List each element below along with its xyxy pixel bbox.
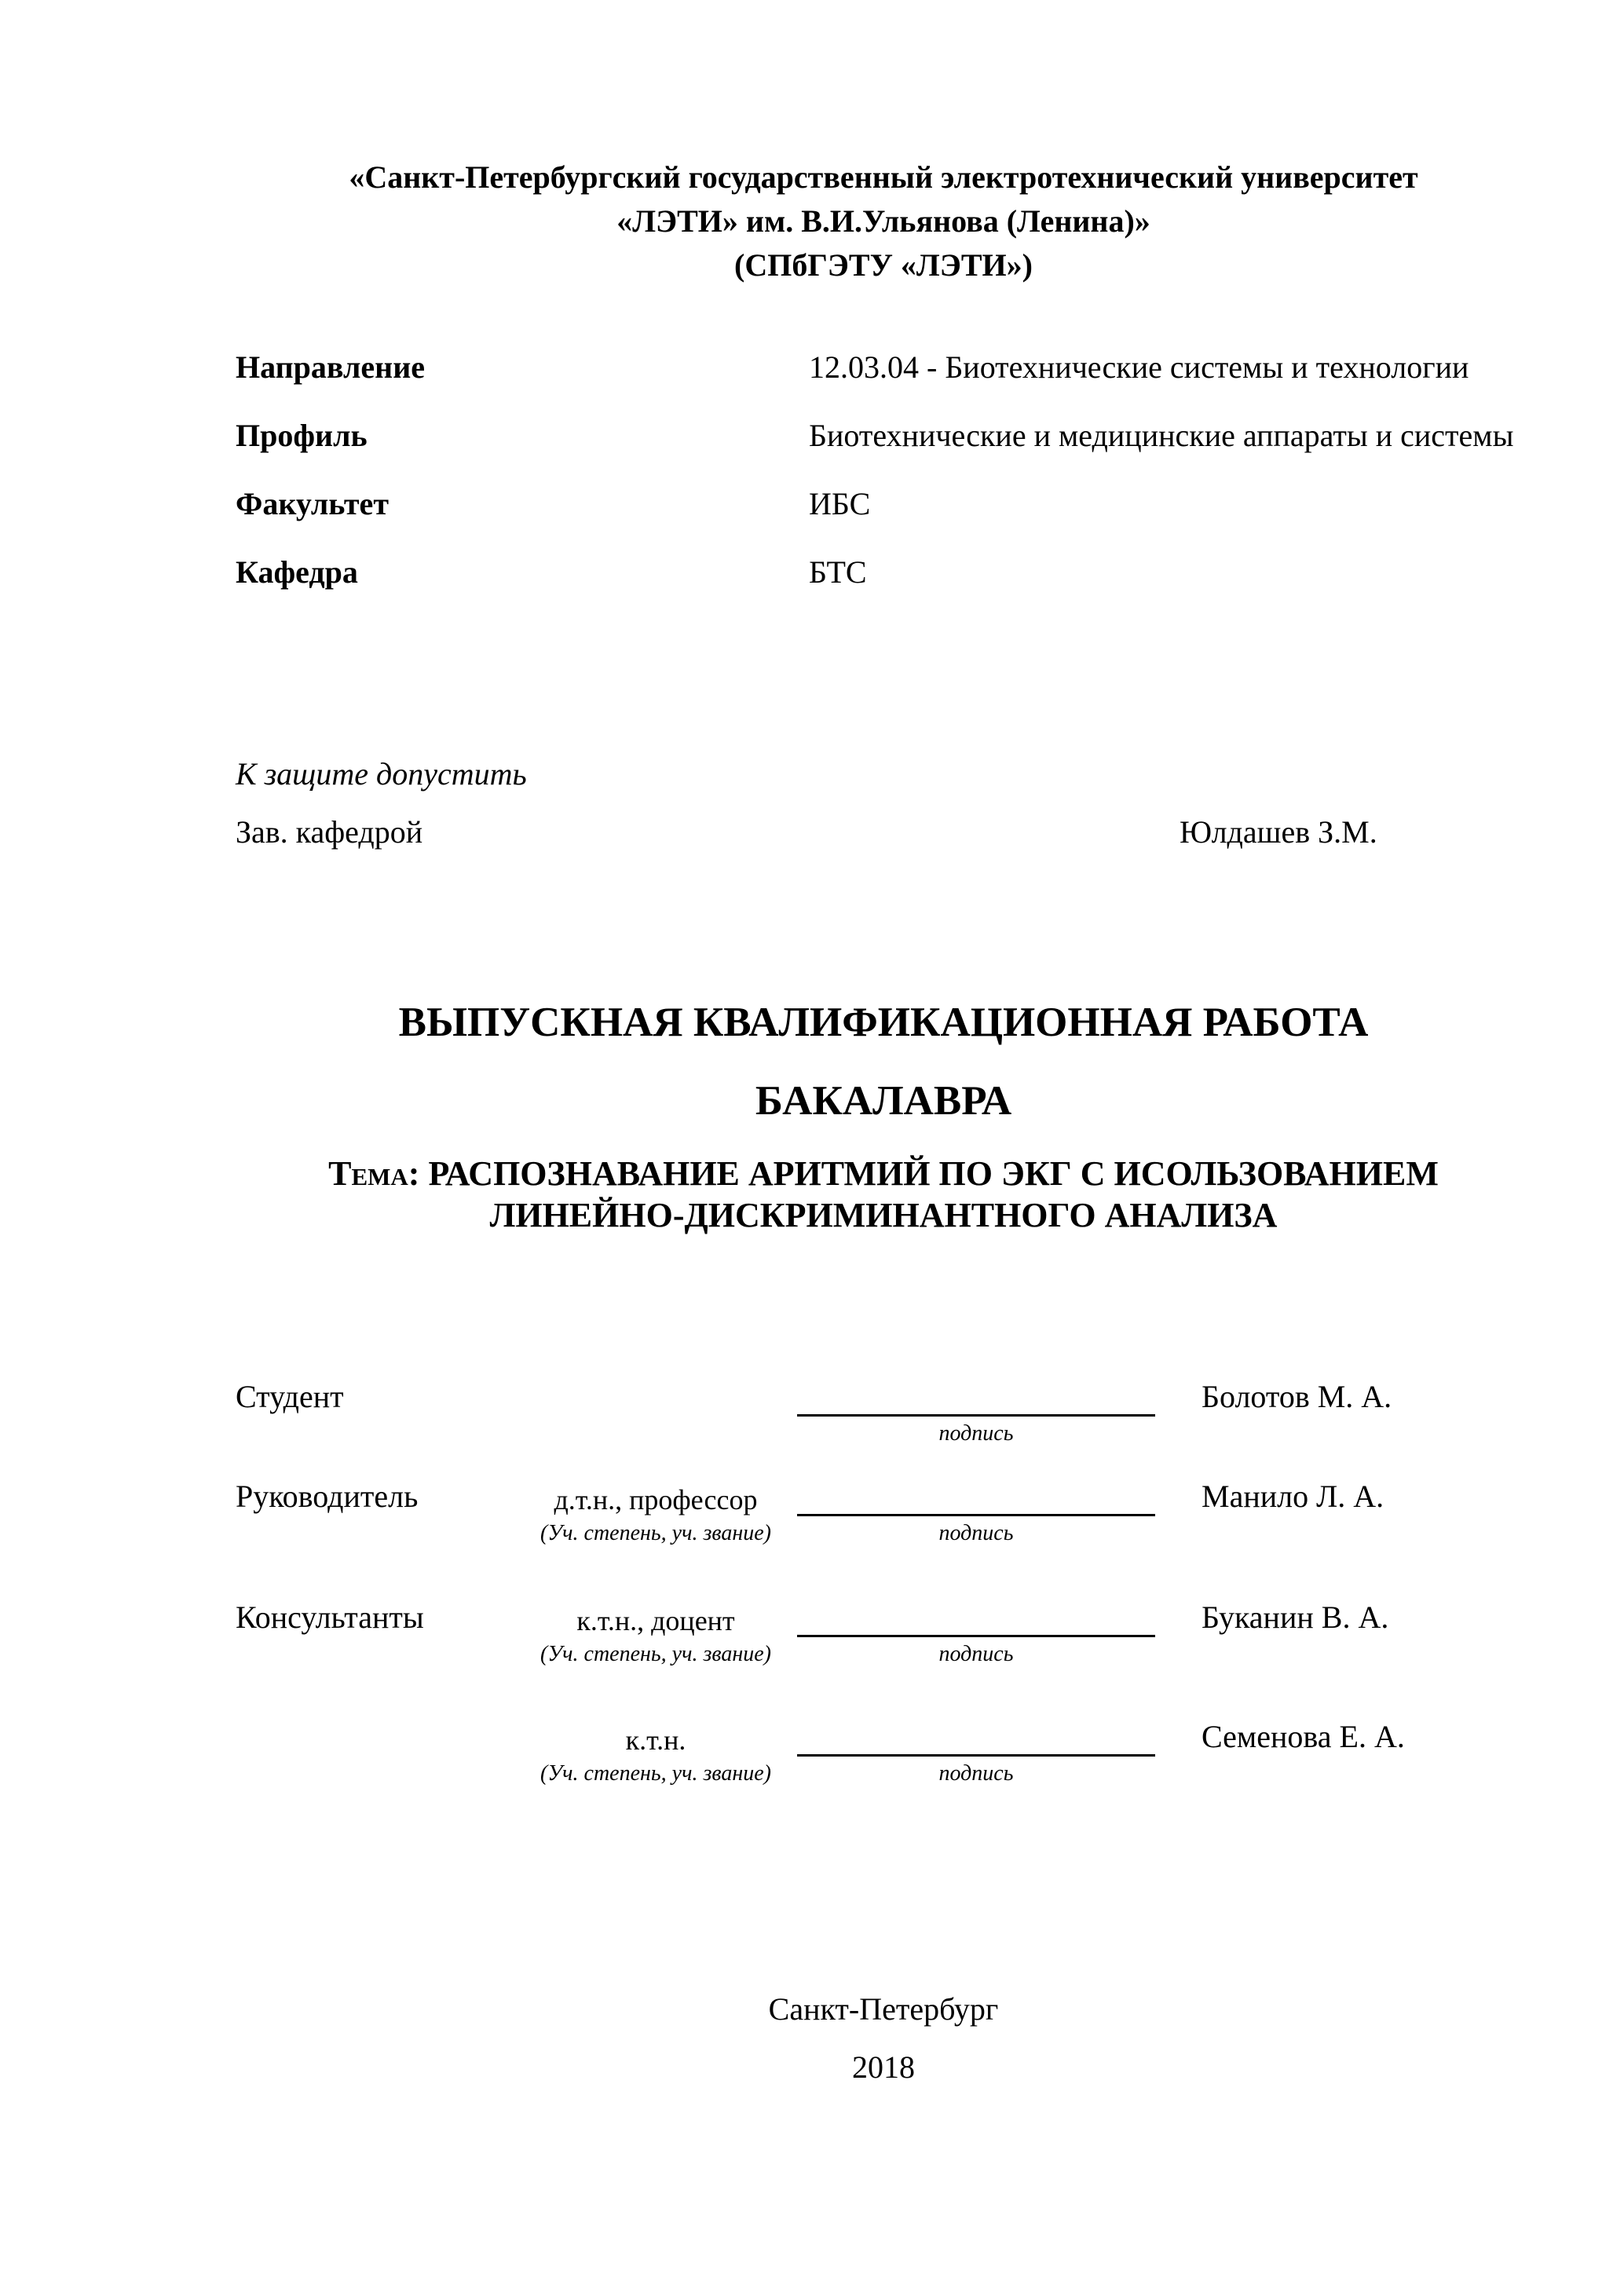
info-value-direction: 12.03.04 - Биотехнические системы и технологии — [809, 349, 1469, 385]
info-label-faculty: Факультет — [236, 486, 389, 521]
work-title-line1: ВЫПУСКНАЯ КВАЛИФИКАЦИОННАЯ РАБОТА — [398, 1000, 1369, 1045]
supervisor-name: Манило Л. А. — [1202, 1479, 1384, 1514]
signature-row-consultant-1 — [236, 1599, 1547, 1693]
supervisor-signature-caption: подпись — [938, 1521, 1014, 1545]
consultant1-signature-line — [797, 1635, 1155, 1637]
theme-block — [236, 1153, 1531, 1236]
theme-label: Тема: — [328, 1154, 420, 1193]
consultant2-signature-caption: подпись — [938, 1761, 1014, 1786]
department-head-name: Юлдашев З.М. — [1180, 814, 1377, 850]
program-info-table — [236, 333, 1531, 606]
consultant1-signature-caption: подпись — [938, 1642, 1014, 1666]
consultant2-name: Семенова Е. А. — [1202, 1719, 1405, 1754]
theme-text-line1: РАСПОЗНАВАНИЕ АРИТМИЙ ПО ЭКГ С ИСОЛЬЗОВАНИЕМ — [428, 1154, 1439, 1193]
consultant2-degree: к.т.н. — [625, 1724, 686, 1756]
info-value-profile: Биотехнические и медицинские аппараты и системы — [809, 418, 1514, 453]
footer-city: Санкт-Петербург — [768, 1991, 999, 2027]
student-name: Болотов М. А. — [1202, 1379, 1392, 1414]
theme-text-line2: ЛИНЕЙНО-ДИСКРИМИНАНТНОГО АНАЛИЗА — [489, 1196, 1278, 1234]
info-value-faculty: ИБС — [809, 486, 871, 521]
student-role-label: Студент — [236, 1379, 344, 1414]
university-header — [236, 155, 1531, 287]
footer-year: 2018 — [852, 2049, 915, 2085]
info-label-department: Кафедра — [236, 554, 358, 590]
department-head-label: Зав. кафедрой — [236, 814, 423, 850]
consultant2-degree-caption: (Уч. степень, уч. звание) — [540, 1761, 771, 1786]
supervisor-signature-line — [797, 1514, 1155, 1516]
supervisor-degree: д.т.н., профессор — [554, 1484, 758, 1515]
work-title-line2: БАКАЛАВРА — [755, 1078, 1012, 1124]
student-signature-caption: подпись — [938, 1421, 1014, 1446]
signature-row-supervisor — [236, 1478, 1547, 1572]
supervisor-degree-caption: (Уч. степень, уч. звание) — [540, 1521, 771, 1545]
consultants-role-label: Консультанты — [236, 1600, 424, 1635]
university-abbreviation: (СПбГЭТУ «ЛЭТИ») — [734, 247, 1033, 283]
theme-line1 — [236, 1153, 1531, 1194]
consultant2-signature-line — [797, 1754, 1155, 1757]
university-name-line2: «ЛЭТИ» им. В.И.Ульянова (Ленина)» — [616, 203, 1150, 239]
signature-row-student — [236, 1378, 1547, 1472]
info-label-direction: Направление — [236, 349, 425, 385]
info-value-department: БТС — [809, 554, 867, 590]
student-signature-line — [797, 1414, 1155, 1417]
info-label-profile: Профиль — [236, 418, 368, 453]
signature-row-consultant-2 — [236, 1718, 1547, 1812]
consultant1-degree: к.т.н., доцент — [576, 1605, 735, 1636]
university-name-line1: «Санкт-Петербургский государственный электротехнический университет — [349, 159, 1418, 195]
consultant1-name: Буканин В. А. — [1202, 1600, 1389, 1635]
supervisor-role-label: Руководитель — [236, 1479, 419, 1514]
admission-statement: К защите допустить — [236, 756, 527, 792]
consultant1-degree-caption: (Уч. степень, уч. звание) — [540, 1642, 771, 1666]
